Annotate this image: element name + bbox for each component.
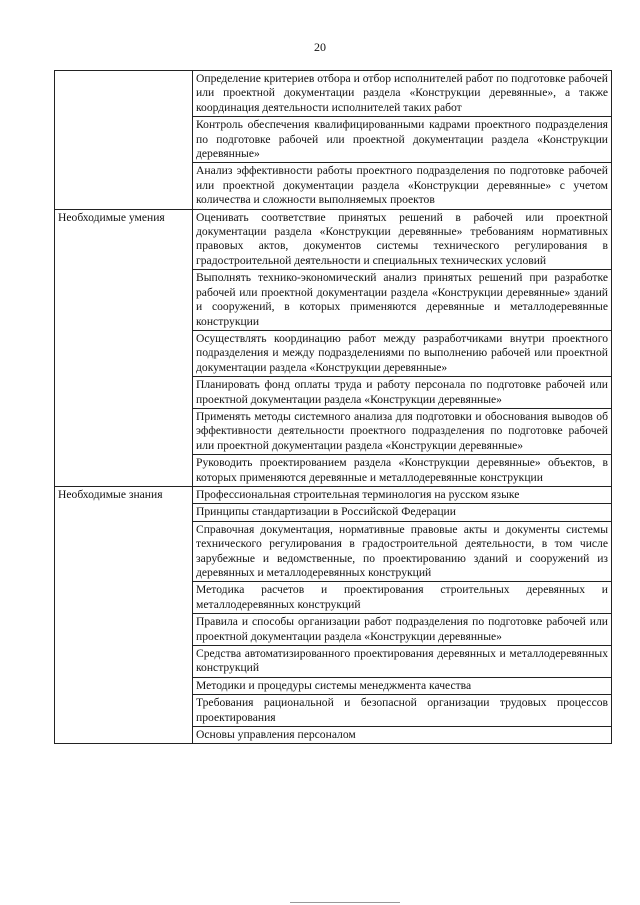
page-number: 20 <box>314 40 326 54</box>
section-label-continuation <box>55 71 193 210</box>
requirements-table <box>54 70 612 744</box>
section-label-skills: Необходимые умения <box>55 209 193 486</box>
list-item: Средства автоматизированного проектирования деревянных и металлодеревянных конструкций <box>193 646 612 678</box>
list-item: Профессиональная строительная терминология на русском языке <box>193 486 612 503</box>
list-item: Планировать фонд оплаты труда и работу персонала по подготовке рабочей или проектной документации раздела «Конструкции деревянные» <box>193 377 612 409</box>
list-item: Оценивать соответствие принятых решений в рабочей или проектной документации раздела «Конструкции деревянные» требованиям нормативных правовых актов, документов системы технического регулирования в градостроительной деятельности и специальных технических условий <box>193 209 612 270</box>
list-item: Справочная документация, нормативные правовые акты и документы системы технического регулирования в градостроительной деятельности, в том числе зарубежные и ведомственные, по проектированию зданий и сооружений из деревянных и металлодеревянных конструкций <box>193 521 612 582</box>
list-item: Правила и способы организации работ подразделения по подготовке рабочей или проектной документации раздела «Конструкции деревянные» <box>193 614 612 646</box>
list-item: Методика расчетов и проектирования строительных деревянных и металлодеревянных конструкций <box>193 582 612 614</box>
scan-edge-line <box>290 902 400 903</box>
section-label-knowledge: Необходимые знания <box>55 486 193 744</box>
table-row <box>55 71 612 117</box>
list-item: Требования рациональной и безопасной организации трудовых процессов проектирования <box>193 695 612 727</box>
table-row <box>55 486 612 503</box>
list-item: Основы управления персоналом <box>193 727 612 744</box>
list-item: Анализ эффективности работы проектного подразделения по подготовке рабочей или проектной документации раздела «Конструкции деревянные» с учетом количества и сложности выполняемых проектов <box>193 163 612 209</box>
list-item: Выполнять технико-экономический анализ принятых решений при разработке рабочей или проектной документации раздела «Конструкции деревянные» зданий и сооружений, в которых применяются деревянные и металлодеревянные конструкции <box>193 270 612 331</box>
table-row <box>55 209 612 270</box>
list-item: Принципы стандартизации в Российской Федерации <box>193 504 612 521</box>
list-item: Определение критериев отбора и отбор исполнителей работ по подготовке рабочей или проектной документации раздела «Конструкции деревянные», а также координация деятельности исполнителей таких работ <box>193 71 612 117</box>
list-item: Руководить проектированием раздела «Конструкции деревянные» объектов, в которых применяются деревянные и металлодеревянные конструкции <box>193 455 612 487</box>
list-item: Методики и процедуры системы менеджмента качества <box>193 677 612 694</box>
list-item: Применять методы системного анализа для подготовки и обоснования выводов об эффективности деятельности проектного подразделения по подготовке рабочей или проектной документации раздела «Конструкции деревянные» <box>193 408 612 454</box>
list-item: Контроль обеспечения квалифицированными кадрами проектного подразделения по подготовке рабочей или проектной документации раздела «Конструкции деревянные» <box>193 117 612 163</box>
list-item: Осуществлять координацию работ между разработчиками внутри проектного подразделения и между подразделениями по выполнению рабочей или проектной документации раздела «Конструкции деревянные» <box>193 330 612 376</box>
